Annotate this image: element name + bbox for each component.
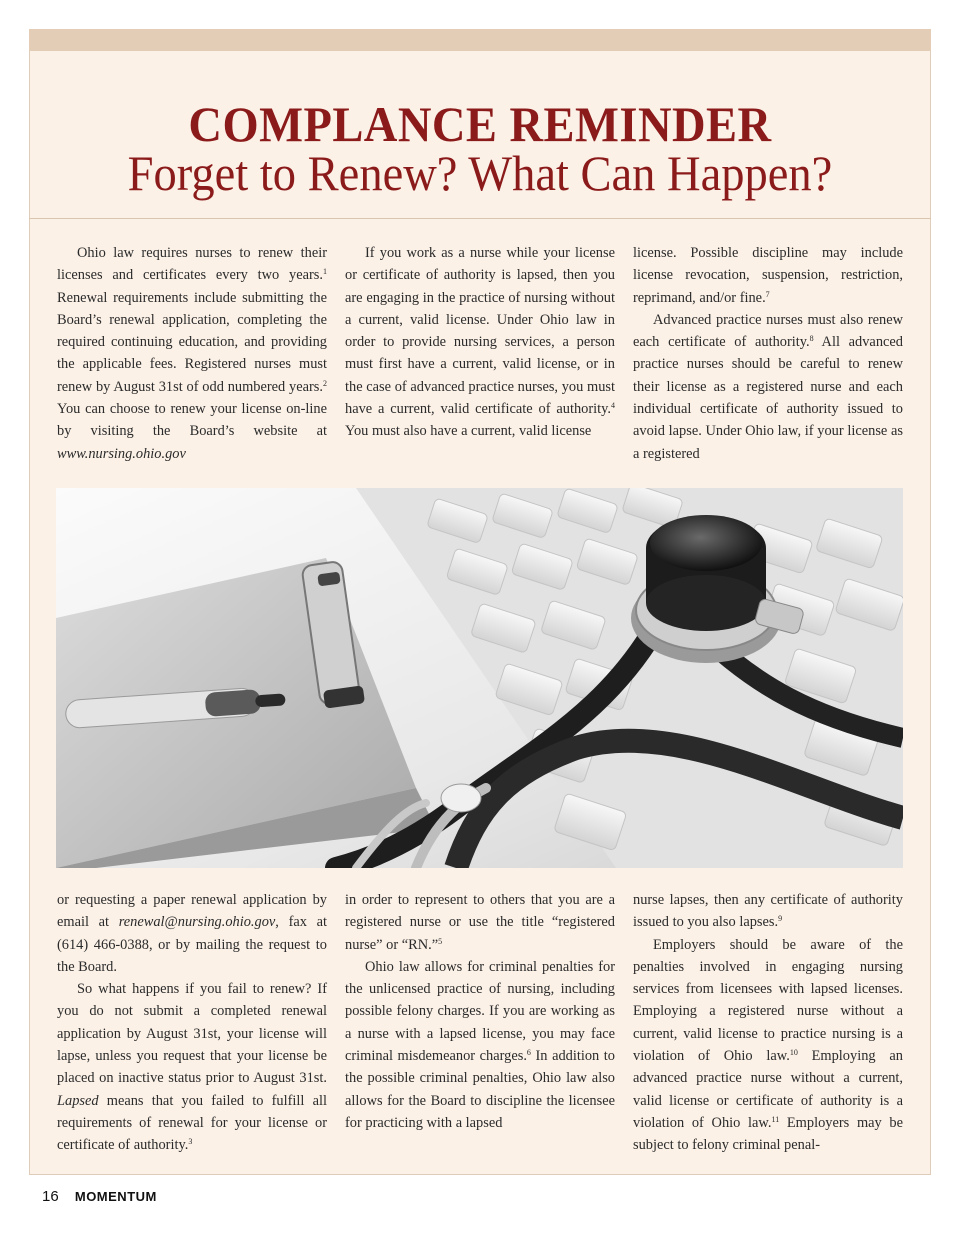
paragraph: Ohio law allows for criminal penalties for the unlicensed practice of nursing, including possible felony charges. If you are working as a nurse with a lapsed license, you may face criminal misdemeanor charges.$^6$ In addition to the possible criminal penalties, Ohio law also allows for the Board to discipline the licensee for practicing with a lapsed <box>345 958 616 1131</box>
paragraph: Employers should be aware of the penalties involved in engaging nursing services from licensees with lapsed licenses. Employing a registered nurse without a current, valid license to practice nursing is a violation of Ohio law.$^{10}$ Employing an advanced practice nurse without a current, valid license or certificate of authority is a violation of Ohio law.$^{11}$ Employers may be subject to felony criminal penal- <box>633 936 903 1154</box>
column-2-top <box>345 242 615 443</box>
header-band <box>29 29 931 51</box>
article-header <box>29 51 931 219</box>
column-1-top <box>57 242 327 465</box>
page-number: 16 <box>42 1188 59 1205</box>
magazine-name: MOMENTUM <box>74 1189 157 1204</box>
paragraph: nurse lapses, then any certificate of authority issued to you also lapses.$^9$ <box>633 892 903 931</box>
paragraph: So what happens if you fail to renew? If you do not submit a completed renewal application by August 31st, your license will lapse, unless you request that your license be placed on inactive status prior to August 31st. Lapsed means that you failed to fulfill all requirements of renewal for your license or certificate of authority.$^3$ <box>57 981 327 1154</box>
page-footer <box>42 1188 157 1205</box>
column-2-bottom <box>345 889 615 1134</box>
website-link[interactable]: www.nursing.ohio.gov <box>57 445 186 462</box>
column-1-bottom <box>57 889 327 1157</box>
column-3-top <box>633 242 903 465</box>
stethoscope-keyboard-photo <box>56 488 903 868</box>
article-title: Forget to Renew? What Can Happen? <box>127 145 833 201</box>
paragraph: If you work as a nurse while your license or certificate of authority is lapsed, then you are engaging in the practice of nursing without a current, valid license. Under Ohio law in order to provide nursing services, a person must first have a current, valid license, or in the case of advanced practice nurses, you must have a current, valid certificate of authority.$^4$ You must also have a current, valid license <box>345 245 615 440</box>
paragraph: Ohio law requires nurses to renew their licenses and certificates every two years.$^1$ Renewal requirements include submitting the Board’s renewal application, completing the required continuing education, and providing the applicable fees. Registered nurses must renew by August 31st of odd numbered years.$^2$ You can choose to renew your license on-line by visiting the Board’s website at www.nursing.ohio.gov <box>57 245 327 462</box>
paragraph: license. Possible discipline may include license revocation, suspension, restriction, reprimand, and/or fine.$^7$ <box>633 245 903 306</box>
email-link[interactable]: renewal@nursing.ohio.gov <box>118 914 276 931</box>
paragraph: or requesting a paper renewal application by email at renewal@nursing.ohio.gov, fax at (614) 466-0388, or by mailing the request to the Board. <box>57 892 327 975</box>
paragraph: in order to represent to others that you are a registered nurse or use the title “registered nurse” or “RN.”$^5$ <box>345 892 615 953</box>
column-3-bottom <box>633 889 903 1157</box>
section-title: COMPLANCE REMINDER <box>188 96 772 152</box>
paragraph: Advanced practice nurses must also renew each certificate of authority.$^8$ All advanced practice nurses should be careful to renew their license as a registered nurse and each individual certificate of authority issued to avoid lapse. Under Ohio law, if your license as a registered <box>633 311 903 462</box>
